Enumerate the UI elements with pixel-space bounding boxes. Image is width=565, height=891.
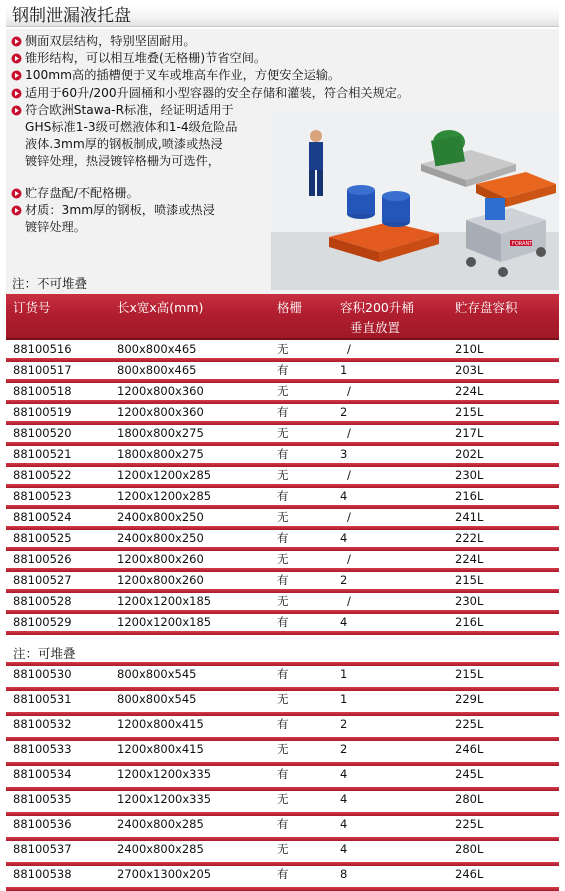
table-row [6,593,559,614]
cell-dims: 2400x800x250 [117,531,204,545]
cell-order-no: 88100516 [13,342,72,356]
cell-grid: 有 [277,405,289,419]
feature-item [11,33,196,50]
table-row [6,530,559,551]
cell-volume: 246L [455,742,484,756]
cell-capacity: 1 [340,667,348,681]
cell-volume: 230L [455,468,484,482]
cell-grid: 无 [277,510,289,524]
note-band [6,639,559,666]
cell-order-no: 88100518 [13,384,72,398]
cell-capacity: / [347,384,351,398]
feature-text: 侧面双层结构，特别坚固耐用。 [25,34,196,48]
cell-grid: 无 [277,792,289,806]
cell-capacity: 3 [340,447,348,461]
cell-dims: 1200x800x415 [117,717,204,731]
cell-grid: 有 [277,531,289,545]
feature-item [11,185,139,202]
cell-volume: 224L [455,384,484,398]
header-order-no: 订货号 [13,300,51,315]
cell-dims: 800x800x465 [117,342,197,356]
cell-capacity: 4 [340,489,348,503]
bullet-icon [11,105,22,116]
table-row [6,666,559,691]
cell-order-no: 88100521 [13,447,72,461]
cell-order-no: 88100537 [13,842,72,856]
cell-volume: 229L [455,692,484,706]
header-dims: 长x宽x高(mm) [117,300,204,315]
cell-dims: 1200x1200x285 [117,468,212,482]
cell-order-no: 88100524 [13,510,72,524]
cell-dims: 1800x800x275 [117,447,204,461]
product-photo [271,112,559,290]
cell-volume: 225L [455,717,484,731]
cell-grid: 无 [277,426,289,440]
cell-grid: 有 [277,817,289,831]
cell-dims: 1200x800x360 [117,384,204,398]
bullet-icon [11,188,22,199]
cell-capacity: 1 [340,363,348,377]
cell-volume: 202L [455,447,484,461]
cell-capacity: / [347,594,351,608]
cell-volume: 210L [455,342,484,356]
cell-order-no: 88100535 [13,792,72,806]
header-capacity-line2: 垂直放置 [350,320,401,335]
cell-volume: 280L [455,842,484,856]
cell-capacity: 1 [340,692,348,706]
table-row [6,614,559,635]
cell-grid: 无 [277,552,289,566]
cell-volume: 241L [455,510,484,524]
cell-order-no: 88100534 [13,767,72,781]
feature-text: 适用于60升/200升圆桶和小型容器的安全存储和灌装，符合相关规定。 [25,86,410,100]
table-row [6,572,559,593]
cell-capacity: 2 [340,405,348,419]
cell-dims: 2700x1300x205 [117,867,212,881]
feature-text: 液体.3mm厚的钢板制成,喷漆或热浸 [25,137,223,151]
title-bar [6,5,559,27]
cell-order-no: 88100538 [13,867,72,881]
header-grid: 格栅 [277,300,303,315]
cell-dims: 1200x800x360 [117,405,204,419]
table-row [6,766,559,791]
cell-capacity: 2 [340,717,348,731]
cell-volume: 215L [455,667,484,681]
feature-text: 材质：3mm厚的钢板，喷漆或热浸 [25,203,215,217]
cell-order-no: 88100531 [13,692,72,706]
feature-text: 符合欧洲Stawa-R标准，经证明适用于 [25,103,234,117]
cell-grid: 无 [277,742,289,756]
cell-dims: 800x800x465 [117,363,197,377]
feature-item [11,202,215,236]
cell-dims: 1200x800x260 [117,552,204,566]
table-row [6,341,559,362]
cell-volume: 246L [455,867,484,881]
cell-grid: 有 [277,717,289,731]
cell-capacity: 4 [340,792,348,806]
cell-dims: 800x800x545 [117,692,197,706]
cell-volume: 245L [455,767,484,781]
cell-capacity: 4 [340,817,348,831]
table-header [6,294,559,340]
bullet-icon [11,88,22,99]
feature-text: 锥形结构，可以相互堆叠(无格栅)节省空间。 [25,51,267,65]
cell-capacity: 8 [340,867,348,881]
cell-order-no: 88100525 [13,531,72,545]
cell-capacity: / [347,510,351,524]
cell-order-no: 88100533 [13,742,72,756]
header-capacity-line1: 容积200升桶 [340,300,414,315]
cell-capacity: 4 [340,531,348,545]
cell-capacity: / [347,342,351,356]
cell-order-no: 88100529 [13,615,72,629]
note-not-stackable: 注：不可堆叠 [12,276,88,291]
cell-grid: 无 [277,342,289,356]
header-volume: 贮存盘容积 [455,300,518,315]
table-row [6,691,559,716]
cell-grid: 有 [277,573,289,587]
feature-text: 100mm高的插槽便于叉车或堆高车作业，方便安全运输。 [25,68,341,82]
cell-dims: 1200x1200x335 [117,767,212,781]
table-row [6,467,559,488]
table-row [6,816,559,841]
cell-order-no: 88100527 [13,573,72,587]
feature-text: 镀锌处理，热浸镀锌格栅为可选件， [25,154,220,168]
cell-volume: 216L [455,489,484,503]
cell-order-no: 88100519 [13,405,72,419]
table-row [6,866,559,891]
table-row [6,446,559,467]
cell-volume: 217L [455,426,484,440]
table-row [6,791,559,816]
cell-grid: 有 [277,767,289,781]
cell-grid: 无 [277,594,289,608]
cell-capacity: 2 [340,742,348,756]
table-row [6,404,559,425]
bullet-icon [11,205,22,216]
feature-item [11,67,340,84]
cell-volume: 222L [455,531,484,545]
cell-grid: 有 [277,615,289,629]
table-row [6,425,559,446]
table-row [6,716,559,741]
cell-dims: 1200x1200x185 [117,594,212,608]
cell-capacity: 2 [340,573,348,587]
cell-grid: 有 [277,447,289,461]
cell-dims: 1200x1200x185 [117,615,212,629]
table-row [6,509,559,530]
table-row [6,741,559,766]
feature-text: 贮存盘配/不配格栅。 [25,186,139,200]
cell-dims: 1200x800x415 [117,742,204,756]
cell-volume: 280L [455,792,484,806]
cell-grid: 无 [277,384,289,398]
cell-grid: 有 [277,867,289,881]
feature-text: GHS标准1-3级可燃液体和1-4级危险品 [25,120,238,134]
feature-item [11,50,266,67]
note-stackable: 注：可堆叠 [13,646,76,661]
feature-item [11,85,409,102]
row-separator [6,887,559,891]
cell-grid: 无 [277,692,289,706]
bullet-icon [11,70,22,81]
table-row [6,551,559,572]
cell-order-no: 88100526 [13,552,72,566]
cell-volume: 224L [455,552,484,566]
table-row [6,488,559,509]
cell-grid: 无 [277,468,289,482]
cell-dims: 1800x800x275 [117,426,204,440]
cell-dims: 1200x1200x285 [117,489,212,503]
feature-text: 镀锌处理。 [25,220,86,234]
cell-dims: 1200x1200x335 [117,792,212,806]
cell-grid: 有 [277,363,289,377]
cell-grid: 无 [277,842,289,856]
table-row [6,841,559,866]
cell-volume: 225L [455,817,484,831]
cell-capacity: 4 [340,615,348,629]
cell-capacity: / [347,468,351,482]
table-row [6,362,559,383]
cell-capacity: 4 [340,842,348,856]
cell-dims: 2400x800x250 [117,510,204,524]
cell-capacity: 4 [340,767,348,781]
bullet-icon [11,36,22,47]
cell-dims: 800x800x545 [117,667,197,681]
cell-order-no: 88100517 [13,363,72,377]
brand-label: FORANT [512,241,533,247]
cell-dims: 2400x800x285 [117,842,204,856]
row-separator [6,631,559,635]
page-title: 钢制泄漏液托盘 [12,6,131,26]
cell-volume: 215L [455,405,484,419]
cell-volume: 203L [455,363,484,377]
cell-order-no: 88100522 [13,468,72,482]
cell-grid: 有 [277,667,289,681]
bullet-icon [11,53,22,64]
cell-order-no: 88100528 [13,594,72,608]
cell-order-no: 88100536 [13,817,72,831]
cell-order-no: 88100532 [13,717,72,731]
feature-item [11,102,237,170]
cell-volume: 230L [455,594,484,608]
table-row [6,383,559,404]
cell-capacity: / [347,426,351,440]
cell-capacity: / [347,552,351,566]
cell-order-no: 88100523 [13,489,72,503]
cell-order-no: 88100530 [13,667,72,681]
cell-volume: 215L [455,573,484,587]
cell-grid: 有 [277,489,289,503]
cell-order-no: 88100520 [13,426,72,440]
cell-volume: 216L [455,615,484,629]
cell-dims: 1200x800x260 [117,573,204,587]
cell-dims: 2400x800x285 [117,817,204,831]
